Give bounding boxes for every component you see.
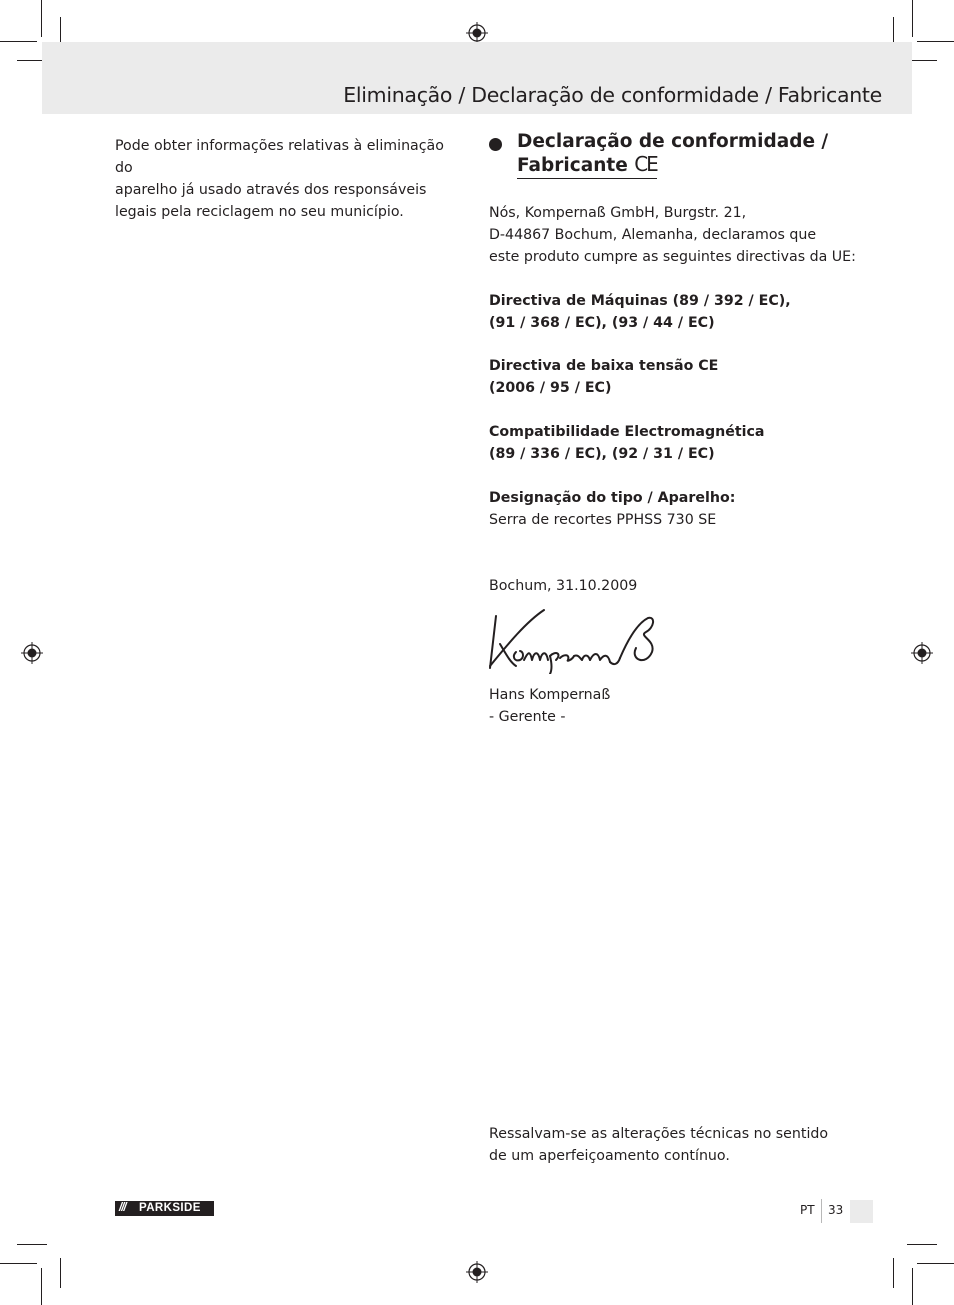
heading-line: Declaração de conformidade / <box>517 131 829 152</box>
crop-mark <box>41 0 42 37</box>
disposal-paragraph <box>115 135 455 223</box>
registration-mark-icon <box>21 642 43 664</box>
text-line: este produto cumpre as seguintes directivas da UE: <box>489 249 856 265</box>
directive-emc <box>489 421 765 465</box>
signer <box>489 684 610 728</box>
registration-mark-icon <box>466 22 488 44</box>
directive-low-voltage <box>489 355 718 399</box>
text-line: legais pela reciclagem no seu município. <box>115 204 404 220</box>
page-number: 33 <box>828 1203 844 1217</box>
crop-mark <box>41 1268 42 1305</box>
text-line: (2006 / 95 / EC) <box>489 380 612 396</box>
registration-mark-icon <box>466 1261 488 1283</box>
directive-machinery <box>489 290 791 334</box>
crop-mark <box>917 1263 954 1264</box>
signer-role: - Gerente - <box>489 709 566 725</box>
crop-mark <box>917 41 954 42</box>
brand-slashes: /// <box>119 1202 126 1214</box>
text-line: aparelho já usado através dos responsáveis <box>115 182 427 198</box>
crop-mark <box>912 1268 913 1305</box>
crop-mark <box>893 1258 894 1288</box>
type-value: Serra de recortes PPHSS 730 SE <box>489 512 717 528</box>
crop-mark <box>912 0 913 37</box>
technical-changes-note <box>489 1123 828 1167</box>
ce-mark-icon: CE <box>634 152 657 176</box>
place-date: Bochum, 31.10.2009 <box>489 578 638 594</box>
text-line: (91 / 368 / EC), (93 / 44 / EC) <box>489 315 715 331</box>
heading-word: Fabricante <box>517 155 628 176</box>
brand-name: PARKSIDE <box>139 1202 201 1214</box>
crop-mark <box>907 1244 937 1245</box>
crop-mark <box>17 1244 47 1245</box>
text-line: de um aperfeiçoamento contínuo. <box>489 1148 730 1164</box>
text-line: (89 / 336 / EC), (92 / 31 / EC) <box>489 446 715 462</box>
signature <box>486 604 662 674</box>
bullet-icon <box>489 138 502 151</box>
text-line: Ressalvam-se as alterações técnicas no sentido <box>489 1126 829 1142</box>
type-designation <box>489 487 735 531</box>
declaration-intro <box>489 202 856 268</box>
type-label: Designação do tipo / Aparelho: <box>489 490 736 506</box>
registration-mark-icon <box>911 642 933 664</box>
crop-mark <box>60 1258 61 1288</box>
signer-name: Hans Kompernaß <box>489 687 611 703</box>
section-heading <box>517 131 828 179</box>
text-line: Compatibilidade Electromagnética <box>489 424 765 440</box>
brand-logo <box>115 1201 214 1216</box>
text-line: Nós, Kompernaß GmbH, Burgstr. 21, <box>489 205 747 221</box>
crop-mark <box>0 41 37 42</box>
text-line: Directiva de baixa tensão CE <box>489 358 719 374</box>
page-tab <box>850 1200 873 1223</box>
text-line: Pode obter informações relativas à eliminação do <box>115 138 444 176</box>
footer-divider <box>821 1199 822 1223</box>
page-title: Eliminação / Declaração de conformidade / Fabricante <box>343 83 882 107</box>
language-code: PT <box>800 1203 815 1217</box>
text-line: Directiva de Máquinas (89 / 392 / EC), <box>489 293 791 309</box>
crop-mark <box>0 1263 37 1264</box>
heading-line <box>517 153 657 179</box>
text-line: D-44867 Bochum, Alemanha, declaramos que <box>489 227 817 243</box>
